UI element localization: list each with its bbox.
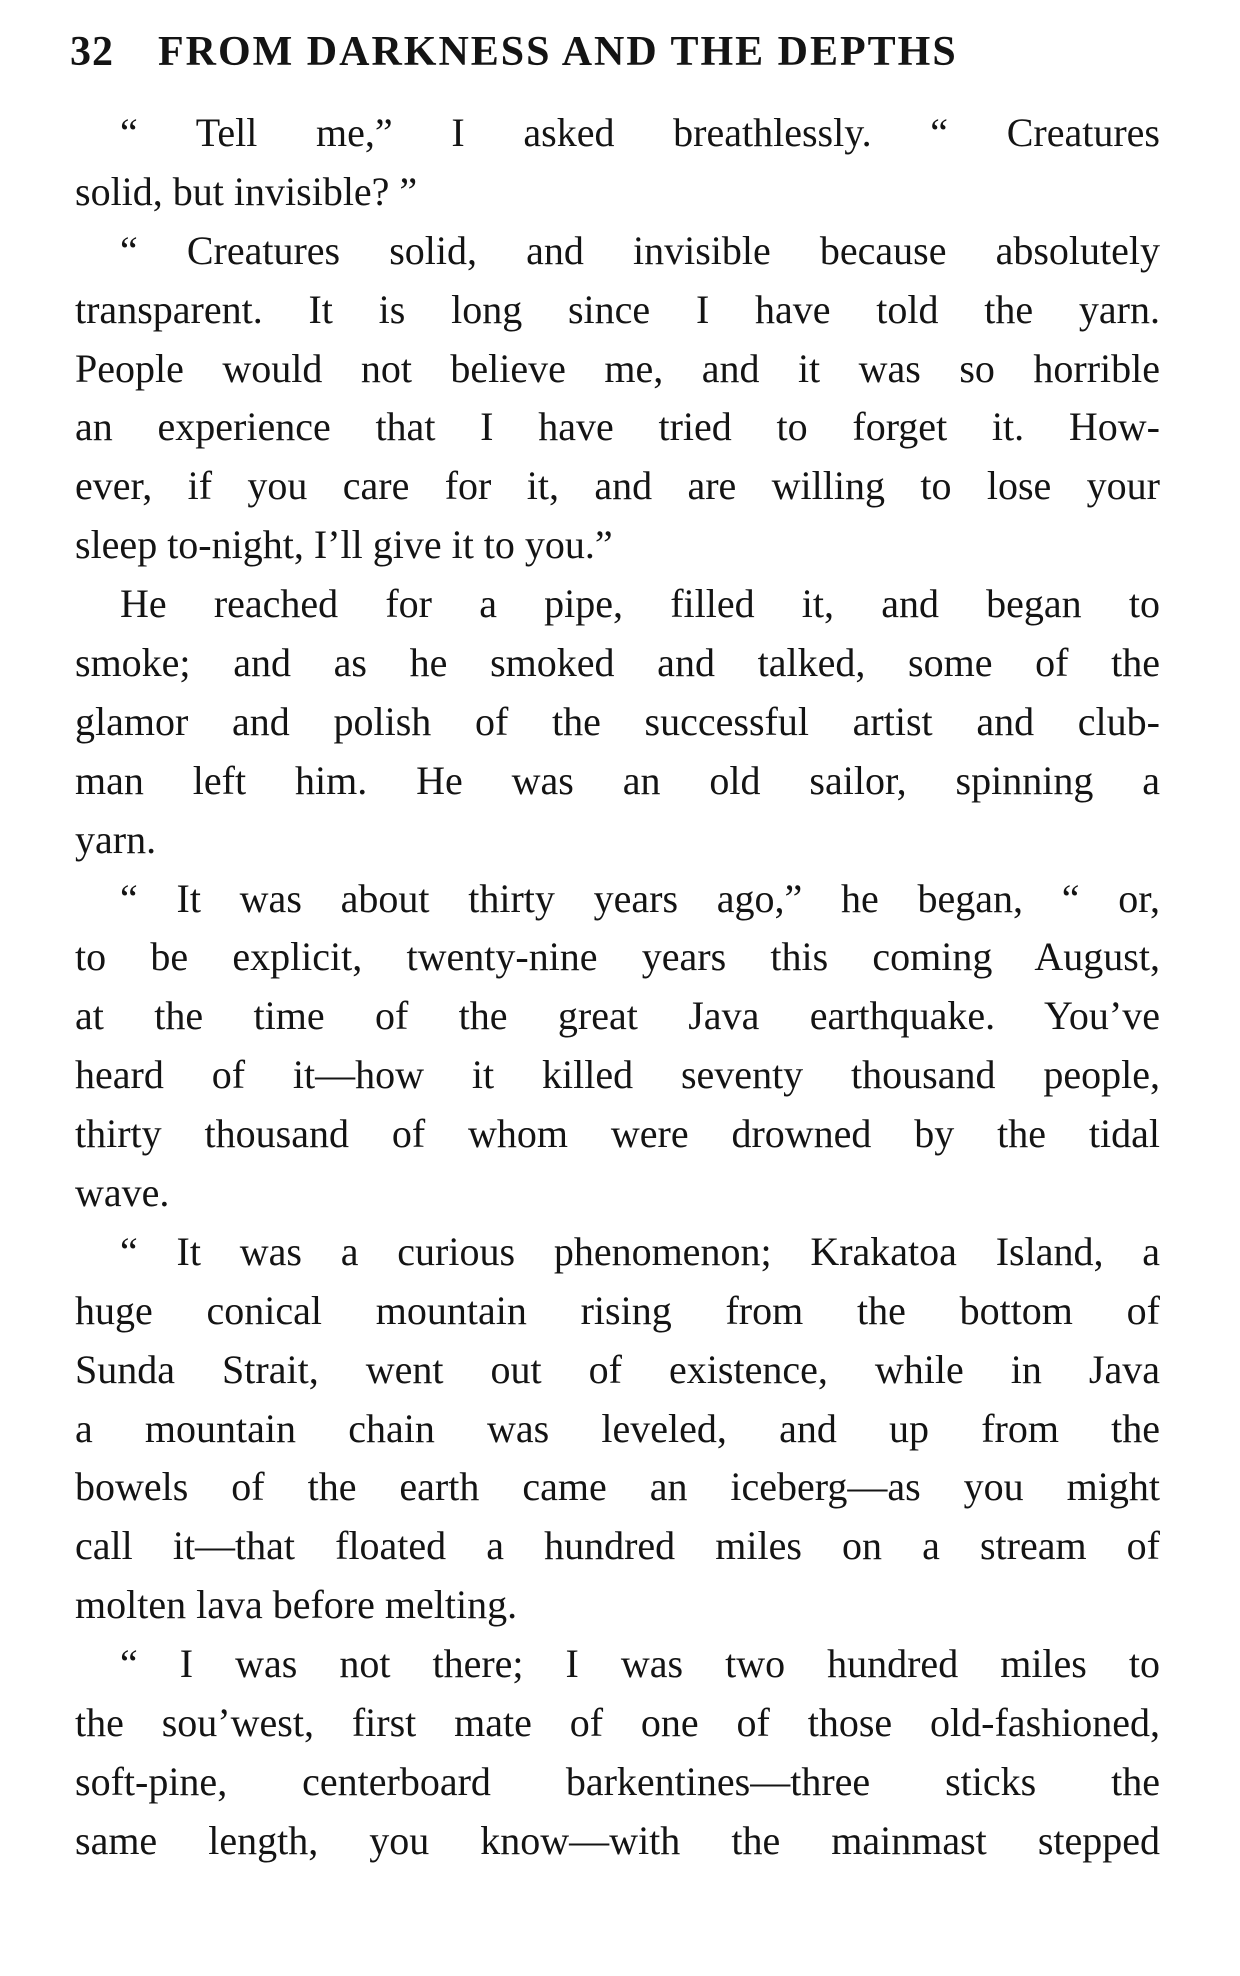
text-line: huge conical mountain rising from the bottom of	[75, 1287, 1160, 1333]
text-line: to be explicit, twenty-nine years this coming August,	[75, 934, 1160, 980]
text-line: a mountain chain was leveled, and up from the	[75, 1405, 1160, 1451]
text-line: Sunda Strait, went out of existence, while in Java	[75, 1346, 1160, 1392]
text-line: same length, you know—with the mainmast stepped	[75, 1817, 1160, 1863]
text-line: an experience that I have tried to forget it. How-	[75, 404, 1160, 450]
text-line: “ I was not there; I was two hundred miles to	[120, 1641, 1160, 1687]
text-line: ever, if you care for it, and are willing to lose your	[75, 463, 1160, 509]
text-line: thirty thousand of whom were drowned by the tidal	[75, 1111, 1160, 1157]
text-line: man left him. He was an old sailor, spinning a	[75, 757, 1160, 803]
text-line: “ Creatures solid, and invisible because absolutely	[120, 227, 1160, 273]
body-text	[75, 104, 1160, 1871]
text-line: People would not believe me, and it was so horrible	[75, 345, 1160, 391]
text-line: glamor and polish of the successful artist and club-	[75, 698, 1160, 744]
text-line: wave.	[75, 1170, 170, 1216]
text-line: at the time of the great Java earthquake. You’ve	[75, 993, 1160, 1039]
running-title: FROM DARKNESS AND THE DEPTHS	[158, 29, 958, 75]
text-line: molten lava before melting.	[75, 1582, 518, 1628]
text-line: heard of it—how it killed seventy thousand people,	[75, 1052, 1160, 1098]
text-line: “ Tell me,” I asked breathlessly. “ Creatures	[120, 110, 1160, 155]
text-line: “ It was a curious phenomenon; Krakatoa Island, a	[120, 1228, 1160, 1274]
text-line: He reached for a pipe, filled it, and began to	[120, 581, 1160, 627]
text-line: call it—that floated a hundred miles on a stream of	[75, 1523, 1160, 1569]
text-line: the sou’west, first mate of one of those old-fashioned,	[75, 1700, 1160, 1746]
text-line: smoke; and as he smoked and talked, some of the	[75, 640, 1160, 686]
text-line: solid, but invisible? ”	[75, 168, 418, 214]
text-line: transparent. It is long since I have told the yarn.	[75, 286, 1160, 332]
text-line: “ It was about thirty years ago,” he began, “ or,	[120, 875, 1160, 921]
text-line: bowels of the earth came an iceberg—as you might	[75, 1464, 1160, 1510]
text-line: soft-pine, centerboard barkentines—three sticks the	[75, 1758, 1160, 1804]
page-number: 32	[70, 29, 114, 75]
page-header	[70, 28, 1130, 88]
text-line: yarn.	[75, 816, 157, 862]
text-line: sleep to-night, I’ll give it to you.”	[75, 522, 613, 568]
